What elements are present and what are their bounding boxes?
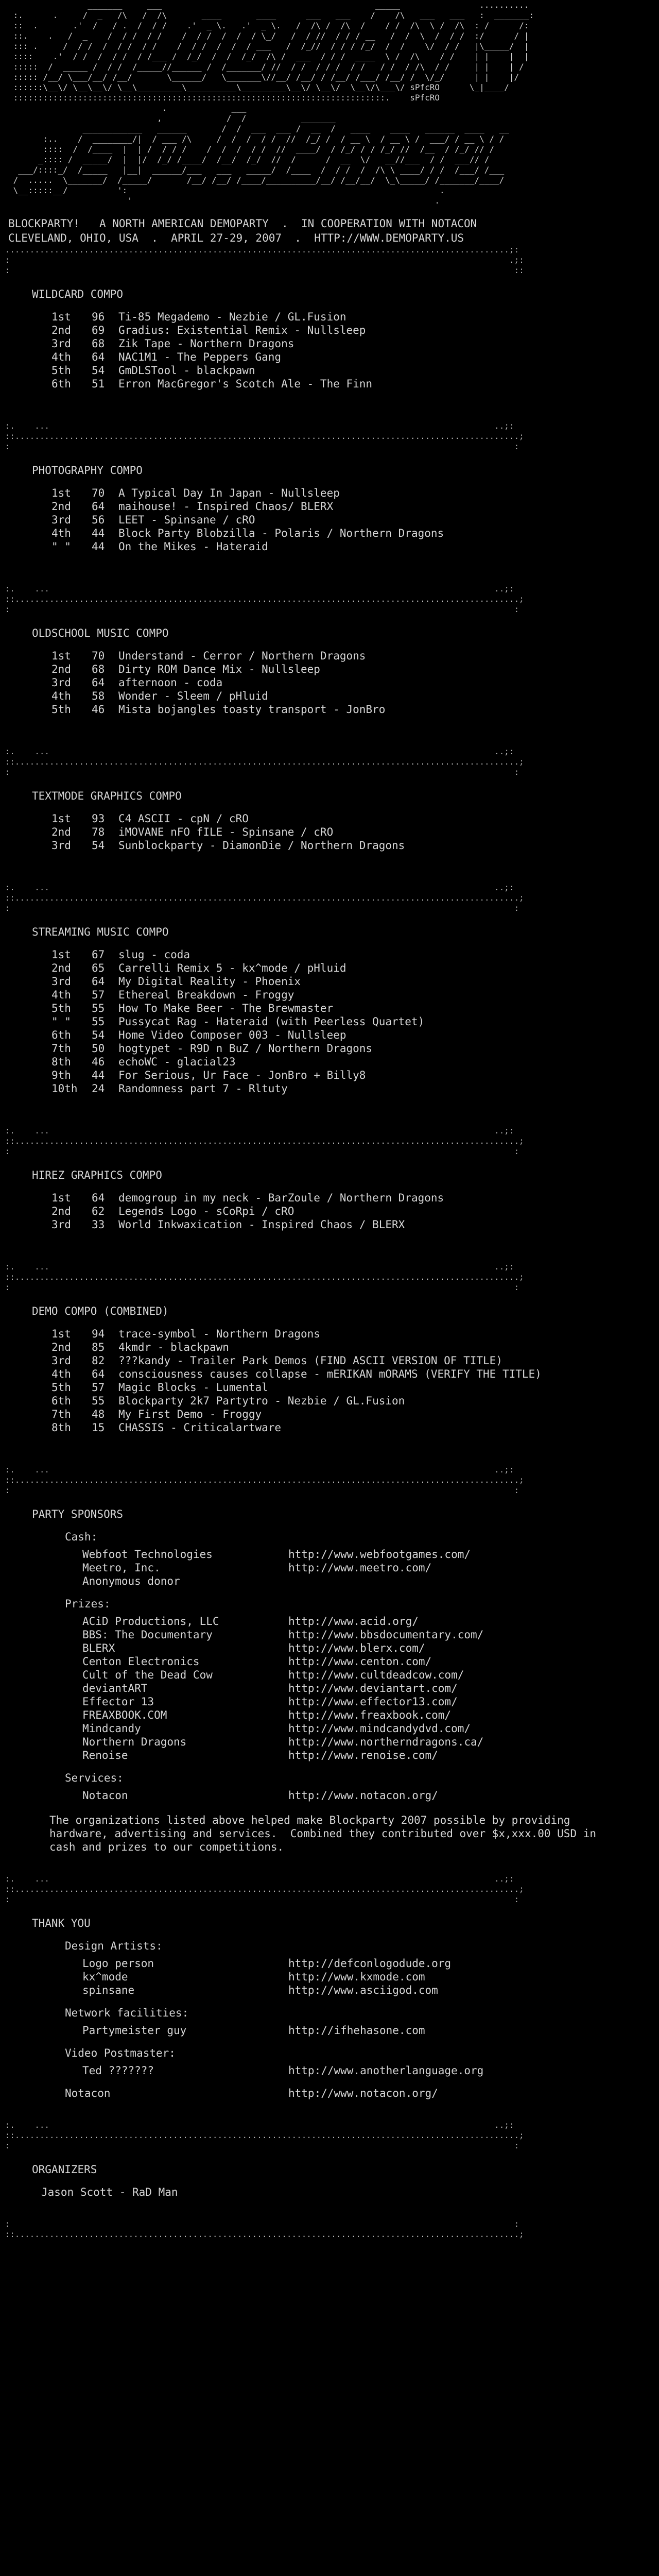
- result-row: [51, 839, 659, 852]
- result-place: 2nd: [51, 1341, 71, 1353]
- result-score: 57: [92, 1381, 105, 1394]
- result-score: 94: [92, 1328, 105, 1340]
- result-entry: My Digital Reality - Phoenix: [118, 975, 301, 988]
- result-score: 57: [92, 989, 105, 1001]
- compo-title: HIREZ GRAPHICS COMPO: [32, 1169, 162, 1181]
- compo-section: [0, 276, 659, 411]
- header-banner: [0, 206, 659, 245]
- result-entry: For Serious, Ur Face - JonBro + Billy8: [118, 1069, 366, 1081]
- result-entry: iMOVANE nFO fILE - Spinsane / cRO: [118, 826, 334, 838]
- result-place: 4th: [51, 351, 71, 363]
- result-score: 65: [92, 962, 105, 974]
- result-place: 5th: [51, 364, 71, 377]
- results-list: [51, 948, 659, 1095]
- organizers-section: [0, 2151, 659, 2219]
- compo-title: DEMO COMPO (COMBINED): [32, 1305, 169, 1317]
- credit-row: [82, 1735, 659, 1749]
- result-place: 7th: [51, 1042, 71, 1055]
- credit-name: Meetro, Inc.: [82, 1562, 161, 1574]
- result-row: [51, 1205, 659, 1218]
- result-place: 4th: [51, 527, 71, 539]
- result-place: 10th: [51, 1082, 78, 1095]
- result-row: [51, 649, 659, 663]
- result-entry: Gradius: Existential Remix - Nullsleep: [118, 324, 366, 336]
- result-place: 3rd: [51, 676, 71, 689]
- thanks-section: [0, 1905, 659, 2121]
- results-list: [51, 812, 659, 852]
- result-entry: Wonder - Sleem / pHluid: [118, 690, 268, 702]
- result-entry: C4 ASCII - cpN / cRO: [118, 812, 249, 825]
- result-row: [51, 703, 659, 716]
- video-label: Video Postmaster:: [65, 2047, 176, 2059]
- result-place: 2nd: [51, 826, 71, 838]
- credit-row: [82, 1682, 659, 1695]
- banner-line-2: CLEVELAND, OHIO, USA . APRIL 27-29, 2007 . HTTP://WWW.DEMOPARTY.US: [8, 232, 464, 244]
- credit-url[interactable]: http://www.kxmode.com: [288, 1971, 425, 1983]
- credit-url[interactable]: http://www.bbsdocumentary.com/: [288, 1629, 484, 1641]
- result-score: 96: [92, 311, 105, 323]
- result-entry: 4kmdr - blackpawn: [118, 1341, 229, 1353]
- credit-url[interactable]: http://www.renoise.com/: [288, 1749, 438, 1761]
- credit-name: Northern Dragons: [82, 1736, 187, 1748]
- video-list: [0, 2064, 659, 2077]
- result-row: [51, 324, 659, 337]
- result-score: 46: [92, 703, 105, 716]
- result-place: 9th: [51, 1069, 71, 1081]
- nfo-body: [0, 245, 659, 2240]
- credit-name: BLERX: [82, 1642, 115, 1654]
- credit-name: Ted ???????: [82, 2064, 154, 2077]
- result-entry: A Typical Day In Japan - Nullsleep: [118, 487, 340, 499]
- credit-row: [82, 1722, 659, 1735]
- result-score: 68: [92, 337, 105, 350]
- credit-url[interactable]: http://ifhehasone.com: [288, 2024, 425, 2037]
- result-score: 64: [92, 500, 105, 513]
- result-row: [51, 1394, 659, 1408]
- result-entry: demogroup in my neck - BarZoule / Northern Dragons: [118, 1192, 444, 1204]
- credit-url[interactable]: http://www.northerndragons.ca/: [288, 1736, 484, 1748]
- result-row: [51, 1069, 659, 1082]
- credit-row: [82, 1695, 659, 1708]
- result-score: 54: [92, 839, 105, 852]
- result-score: 85: [92, 1341, 105, 1353]
- result-place: 2nd: [51, 1205, 71, 1217]
- credit-name: Notacon: [82, 1789, 128, 1802]
- result-row: [51, 1421, 659, 1434]
- design-label: Design Artists:: [65, 1940, 163, 1952]
- result-place: 6th: [51, 378, 71, 390]
- result-row: [51, 486, 659, 500]
- credit-url[interactable]: http://www.anotherlanguage.org: [288, 2064, 484, 2077]
- compo-title: OLDSCHOOL MUSIC COMPO: [32, 627, 169, 639]
- credit-name: Anonymous donor: [82, 1575, 180, 1587]
- credit-row: [82, 1984, 659, 1997]
- result-row: [51, 364, 659, 377]
- cash-sponsor-list: [0, 1548, 659, 1588]
- credit-row: [82, 1615, 659, 1628]
- result-row: [51, 513, 659, 527]
- result-entry: Understand - Cerror / Northern Dragons: [118, 650, 366, 662]
- credit-url[interactable]: http://www.cultdeadcow.com/: [288, 1669, 464, 1681]
- result-score: 64: [92, 975, 105, 988]
- design-artist-list: [0, 1957, 659, 1997]
- result-row: [51, 975, 659, 988]
- result-entry: Sunblockparty - DiamonDie / Northern Dragons: [118, 839, 405, 852]
- prize-sponsor-list: [0, 1615, 659, 1762]
- result-entry: Carrelli Remix 5 - kx^mode / pHluid: [118, 962, 346, 974]
- result-score: 64: [92, 1368, 105, 1380]
- result-score: 68: [92, 663, 105, 675]
- credit-row: [82, 1655, 659, 1668]
- result-entry: Magic Blocks - Lumental: [118, 1381, 268, 1394]
- result-place: 3rd: [51, 1354, 71, 1367]
- credit-name: BBS: The Documentary: [82, 1629, 213, 1641]
- result-entry: Ti-85 Megademo - Nezbie / GL.Fusion: [118, 311, 346, 323]
- credit-url[interactable]: http://www.deviantart.com/: [288, 1682, 458, 1694]
- result-entry: Block Party Blobzilla - Polaris / Northern Dragons: [118, 527, 444, 539]
- result-score: 70: [92, 487, 105, 499]
- credit-row: [82, 1708, 659, 1722]
- result-row: [51, 1218, 659, 1231]
- credit-url[interactable]: http://www.blerx.com/: [288, 1642, 425, 1654]
- result-entry: Mista bojangles toasty transport - JonBro: [118, 703, 386, 716]
- result-entry: Dirty ROM Dance Mix - Nullsleep: [118, 663, 320, 675]
- result-place: 7th: [51, 1408, 71, 1420]
- compo-section: [0, 914, 659, 1116]
- credit-row: [82, 2024, 659, 2037]
- prizes-label: Prizes:: [65, 1598, 111, 1610]
- result-entry: afternoon - coda: [118, 676, 223, 689]
- credit-name: spinsane: [82, 1984, 135, 1996]
- result-entry: slug - coda: [118, 948, 190, 961]
- result-place: 2nd: [51, 500, 71, 513]
- result-score: 44: [92, 527, 105, 539]
- result-row: [51, 337, 659, 350]
- result-row: [51, 1028, 659, 1042]
- result-score: 64: [92, 1192, 105, 1204]
- result-score: 54: [92, 364, 105, 377]
- credit-row: [82, 1561, 659, 1574]
- result-score: 67: [92, 948, 105, 961]
- result-place: 4th: [51, 1368, 71, 1380]
- credit-row: [82, 1970, 659, 1984]
- section-divider: :. ... ..;: ::......................................................................................................; : :: [5, 422, 524, 452]
- result-row: [51, 689, 659, 703]
- credit-row: [82, 1641, 659, 1655]
- result-score: 48: [92, 1408, 105, 1420]
- result-entry: World Inkwaxication - Inspired Chaos / BLERX: [118, 1218, 405, 1231]
- result-row: [51, 1341, 659, 1354]
- network-list: [0, 2024, 659, 2037]
- credit-name: Effector 13: [82, 1696, 154, 1708]
- result-row: [51, 1327, 659, 1341]
- credit-url[interactable]: http://www.effector13.com/: [288, 1696, 458, 1708]
- cash-label: Cash:: [65, 1531, 98, 1543]
- result-place: 5th: [51, 703, 71, 716]
- result-place: 3rd: [51, 514, 71, 526]
- result-place: 2nd: [51, 962, 71, 974]
- credit-row: [82, 1957, 659, 1970]
- services-label: Services:: [65, 1772, 124, 1784]
- credit-name: deviantART: [82, 1682, 148, 1694]
- compo-section: [0, 778, 659, 873]
- result-row: [51, 948, 659, 961]
- credit-url[interactable]: http://www.asciigod.com: [288, 1984, 438, 1996]
- credit-url[interactable]: http://www.mindcandydvd.com/: [288, 1722, 471, 1735]
- result-entry: My First Demo - Froggy: [118, 1408, 262, 1420]
- result-row: [51, 663, 659, 676]
- result-row: [51, 961, 659, 975]
- result-entry: NAC1M1 - The Peppers Gang: [118, 351, 282, 363]
- banner-line-1: BLOCKPARTY! A NORTH AMERICAN DEMOPARTY . IN COOPERATION WITH NOTACON: [8, 217, 477, 230]
- compo-title: STREAMING MUSIC COMPO: [32, 926, 169, 938]
- section-divider: ......................................................................................................;: : .;: : ::: [5, 246, 524, 276]
- credit-name: Partymeister guy: [82, 2024, 187, 2037]
- result-place: 4th: [51, 690, 71, 702]
- result-score: 33: [92, 1218, 105, 1231]
- credit-name: kx^mode: [82, 1971, 128, 1983]
- result-place: 3rd: [51, 975, 71, 988]
- result-place: 5th: [51, 1381, 71, 1394]
- compo-section: [0, 615, 659, 737]
- result-place: 1st: [51, 487, 71, 499]
- credit-url[interactable]: http://www.meetro.com/: [288, 1562, 432, 1574]
- credit-row: [82, 1789, 659, 1802]
- section-divider: :. ... ..;: ::......................................................................................................; : :: [5, 1466, 524, 1496]
- result-row: [51, 988, 659, 1002]
- result-score: 51: [92, 378, 105, 390]
- credit-url[interactable]: http://defconlogodude.org: [288, 1957, 452, 1970]
- section-divider: :. ... ..;: ::......................................................................................................; : :: [5, 1263, 524, 1293]
- service-sponsor-list: [0, 1789, 659, 1802]
- result-row: [51, 676, 659, 689]
- result-entry: trace-symbol - Northern Dragons: [118, 1328, 320, 1340]
- credit-name: FREAXBOOK.COM: [82, 1709, 167, 1721]
- compo-results: [0, 276, 659, 1496]
- result-row: [51, 1191, 659, 1205]
- result-score: 64: [92, 676, 105, 689]
- result-place: 1st: [51, 948, 71, 961]
- network-label: Network facilities:: [65, 2007, 189, 2019]
- credit-row: [82, 1548, 659, 1561]
- ascii-logo-art: _______ ___ _____ .......... :. . / _ /\ / /\ ____ ____ ___ ___ / /\ ___ ___ : _______: :: . .' / / . / / / .' _ \. .' _ \. / /\ / /\ / / / /\ \ / /\ : / /: ::. . / _ / / / / / / / / / / / \_/ / / // / / / __ / / \ / / / :/ / | ::: . / / / / / / / / / / / / / / ___ / /_// / / / /_/ / / \/ / / |\_____/ | :::: .' / / / / / / /___ / /_/ / / /_/ /\ / ___ / / / ____ \ / /\ / / | | | | ::::: / _____ / / / /_____//______ / /_______/ // / / / / / / / / / / /\ / / | | | / ::::: /__/ \___/__/ /__/ \______/ \_______\//__/ /__/ / /__/ /___/ /__/ / \/_/ | | |/ ::::::\__\/ \__\__\/ \__\_________\__________\_________\__\/ \__\/ \__\/\___\/ sPfcRO \_|____/ :::::::::::::::::::::::::::::::::::::::::::::::::::::::::::::::::::::::::::. sPfcRO . ___ , / / _______ ____________ ______ / / ___ ___ / __ / ____ ____ ______ ____ __ :.. / ________/| / ___ /\ / / / / / // /_/ / / __ \ / __ \ / ___/ / __ \ / / :::: / /____ | | / / / / / / / / / // ____/ / /_/ / / /_/ // /__ / /_/ // / _:::: / _____/ | |/ /_/ /____/ /__/ /_/ // / / __ \/ __//___ / / ___// / ___/::::_/ /_____ |__| ______/___ ___ _____/ /____ / / / / /\ \ ____/ / / /___/ /___ / ..... \_______/ /_____/ /__/ /__/ /____/__________/__/ /__/__/ \_\_____/ /_______/____/ \__:::::__/ ': . ' .: [13, 0, 534, 206]
- result-row: [51, 540, 659, 553]
- compo-section: [0, 1157, 659, 1252]
- credit-name: Logo person: [82, 1957, 154, 1970]
- logo-signature: sPfcRO: [410, 93, 440, 103]
- result-place: 6th: [51, 1395, 71, 1407]
- result-score: 55: [92, 1395, 105, 1407]
- result-row: [51, 1015, 659, 1028]
- result-place: 4th: [51, 989, 71, 1001]
- result-score: 62: [92, 1205, 105, 1217]
- result-entry: GmDLSTool - blackpawn: [118, 364, 255, 377]
- section-divider: :. ... ..;: ::......................................................................................................; : :: [5, 884, 524, 913]
- compo-title: PHOTOGRAPHY COMPO: [32, 464, 143, 477]
- credit-row: [82, 1574, 659, 1588]
- result-place: 5th: [51, 1002, 71, 1014]
- result-row: [51, 1381, 659, 1394]
- result-score: 82: [92, 1354, 105, 1367]
- result-place: 6th: [51, 1029, 71, 1041]
- result-score: 55: [92, 1002, 105, 1014]
- result-score: 55: [92, 1015, 105, 1028]
- result-row: [51, 812, 659, 825]
- result-place: " ": [51, 1015, 71, 1028]
- result-score: 44: [92, 1069, 105, 1081]
- result-entry: How To Make Beer - The Brewmaster: [118, 1002, 334, 1014]
- result-place: 3rd: [51, 1218, 71, 1231]
- results-list: [51, 649, 659, 716]
- result-place: " ": [51, 540, 71, 553]
- result-entry: Blockparty 2k7 Partytro - Nezbie / GL.Fusion: [118, 1395, 405, 1407]
- result-row: [51, 1354, 659, 1367]
- compo-title: TEXTMODE GRAPHICS COMPO: [32, 790, 182, 802]
- result-place: 8th: [51, 1056, 71, 1068]
- compo-title: WILDCARD COMPO: [32, 288, 124, 300]
- notacon-url[interactable]: http://www.notacon.org/: [288, 2087, 438, 2099]
- results-list: [51, 486, 659, 553]
- result-place: 1st: [51, 1328, 71, 1340]
- results-list: [51, 1191, 659, 1231]
- footer-divider: : : ::......................................................................................................;: [5, 2220, 524, 2240]
- result-score: 93: [92, 812, 105, 825]
- credit-url[interactable]: http://www.notacon.org/: [288, 1789, 438, 1802]
- result-place: 1st: [51, 812, 71, 825]
- section-divider: :. ... ..;: ::......................................................................................................; : :: [5, 1875, 524, 1905]
- section-divider: :. ... ..;: ::......................................................................................................; : :: [5, 1127, 524, 1157]
- result-entry: hogtypet - R9D n BuZ / Northern Dragons: [118, 1042, 373, 1055]
- credit-name: Renoise: [82, 1749, 128, 1761]
- thanks-title: THANK YOU: [32, 1917, 91, 1929]
- result-row: [51, 1408, 659, 1421]
- result-entry: echoWC - glacial23: [118, 1056, 236, 1068]
- result-entry: ???kandy - Trailer Park Demos (FIND ASCII VERSION OF TITLE): [118, 1354, 502, 1367]
- result-entry: Ethereal Breakdown - Froggy: [118, 989, 294, 1001]
- result-entry: Zik Tape - Northern Dragons: [118, 337, 294, 350]
- result-row: [51, 310, 659, 324]
- credit-url[interactable]: http://www.acid.org/: [288, 1615, 419, 1628]
- result-entry: maihouse! - Inspired Chaos/ BLERX: [118, 500, 334, 513]
- notacon-row: [65, 2087, 659, 2100]
- compo-section: [0, 452, 659, 574]
- sponsor-note: The organizations listed above helped make Blockparty 2007 possible by providing hardware, advertising and services. Combined they contributed over $x,xxx.00 USD in cash and prizes to our competitions.: [49, 1814, 603, 1853]
- result-place: 2nd: [51, 663, 71, 675]
- result-place: 8th: [51, 1421, 71, 1434]
- credit-row: [82, 1749, 659, 1762]
- result-entry: Erron MacGregor's Scotch Ale - The Finn: [118, 378, 373, 390]
- organizers-title: ORGANIZERS: [32, 2163, 97, 2176]
- credit-url[interactable]: http://www.webfootgames.com/: [288, 1548, 471, 1561]
- section-divider: :. ... ..;: ::......................................................................................................; : :: [5, 2121, 524, 2151]
- credit-name: Mindcandy: [82, 1722, 141, 1735]
- result-score: 15: [92, 1421, 105, 1434]
- result-entry: Randomness part 7 - Rltuty: [118, 1082, 288, 1095]
- result-place: 1st: [51, 1192, 71, 1204]
- credit-row: [82, 1628, 659, 1641]
- credit-name: Webfoot Technologies: [82, 1548, 213, 1561]
- result-row: [51, 1002, 659, 1015]
- result-place: 1st: [51, 311, 71, 323]
- result-place: 3rd: [51, 839, 71, 852]
- result-score: 54: [92, 1029, 105, 1041]
- result-entry: consciousness causes collapse - mERIKAN mORAMS (VERIFY THE TITLE): [118, 1368, 542, 1380]
- result-score: 70: [92, 650, 105, 662]
- notacon-name: Notacon: [65, 2087, 111, 2099]
- result-score: 24: [92, 1082, 105, 1095]
- credit-name: ACiD Productions, LLC: [82, 1615, 219, 1628]
- result-score: 44: [92, 540, 105, 553]
- result-row: [51, 377, 659, 391]
- result-entry: Home Video Composer 003 - Nullsleep: [118, 1029, 346, 1041]
- section-divider: :. ... ..;: ::......................................................................................................; : :: [5, 748, 524, 777]
- credit-url[interactable]: http://www.freaxbook.com/: [288, 1709, 452, 1721]
- result-score: 69: [92, 324, 105, 336]
- section-divider: :. ... ..;: ::......................................................................................................; : :: [5, 585, 524, 615]
- organizers-names: Jason Scott - RaD Man: [41, 2186, 178, 2198]
- result-row: [51, 350, 659, 364]
- results-list: [51, 310, 659, 391]
- result-row: [51, 500, 659, 513]
- results-list: [51, 1327, 659, 1434]
- credit-url[interactable]: http://www.centon.com/: [288, 1655, 432, 1668]
- result-row: [51, 1367, 659, 1381]
- result-score: 78: [92, 826, 105, 838]
- result-score: 58: [92, 690, 105, 702]
- result-place: 3rd: [51, 337, 71, 350]
- result-place: 1st: [51, 650, 71, 662]
- sponsors-section: [0, 1496, 659, 1874]
- sponsors-title: PARTY SPONSORS: [32, 1508, 124, 1520]
- result-place: 2nd: [51, 324, 71, 336]
- result-row: [51, 1055, 659, 1069]
- result-score: 64: [92, 351, 105, 363]
- compo-section: [0, 1293, 659, 1455]
- result-entry: CHASSIS - Criticalartware: [118, 1421, 282, 1434]
- result-row: [51, 527, 659, 540]
- result-score: 46: [92, 1056, 105, 1068]
- credit-name: Centon Electronics: [82, 1655, 200, 1668]
- result-entry: Pussycat Rag - Hateraid (with Peerless Quartet): [118, 1015, 425, 1028]
- result-row: [51, 1082, 659, 1095]
- credit-row: [82, 1668, 659, 1682]
- result-row: [51, 1042, 659, 1055]
- result-entry: On the Mikes - Hateraid: [118, 540, 268, 553]
- result-score: 50: [92, 1042, 105, 1055]
- result-entry: Legends Logo - sCoRpi / cRO: [118, 1205, 294, 1217]
- credit-name: Cult of the Dead Cow: [82, 1669, 213, 1681]
- result-entry: LEET - Spinsane / cRO: [118, 514, 255, 526]
- result-row: [51, 825, 659, 839]
- result-score: 56: [92, 514, 105, 526]
- credit-row: [82, 2064, 659, 2077]
